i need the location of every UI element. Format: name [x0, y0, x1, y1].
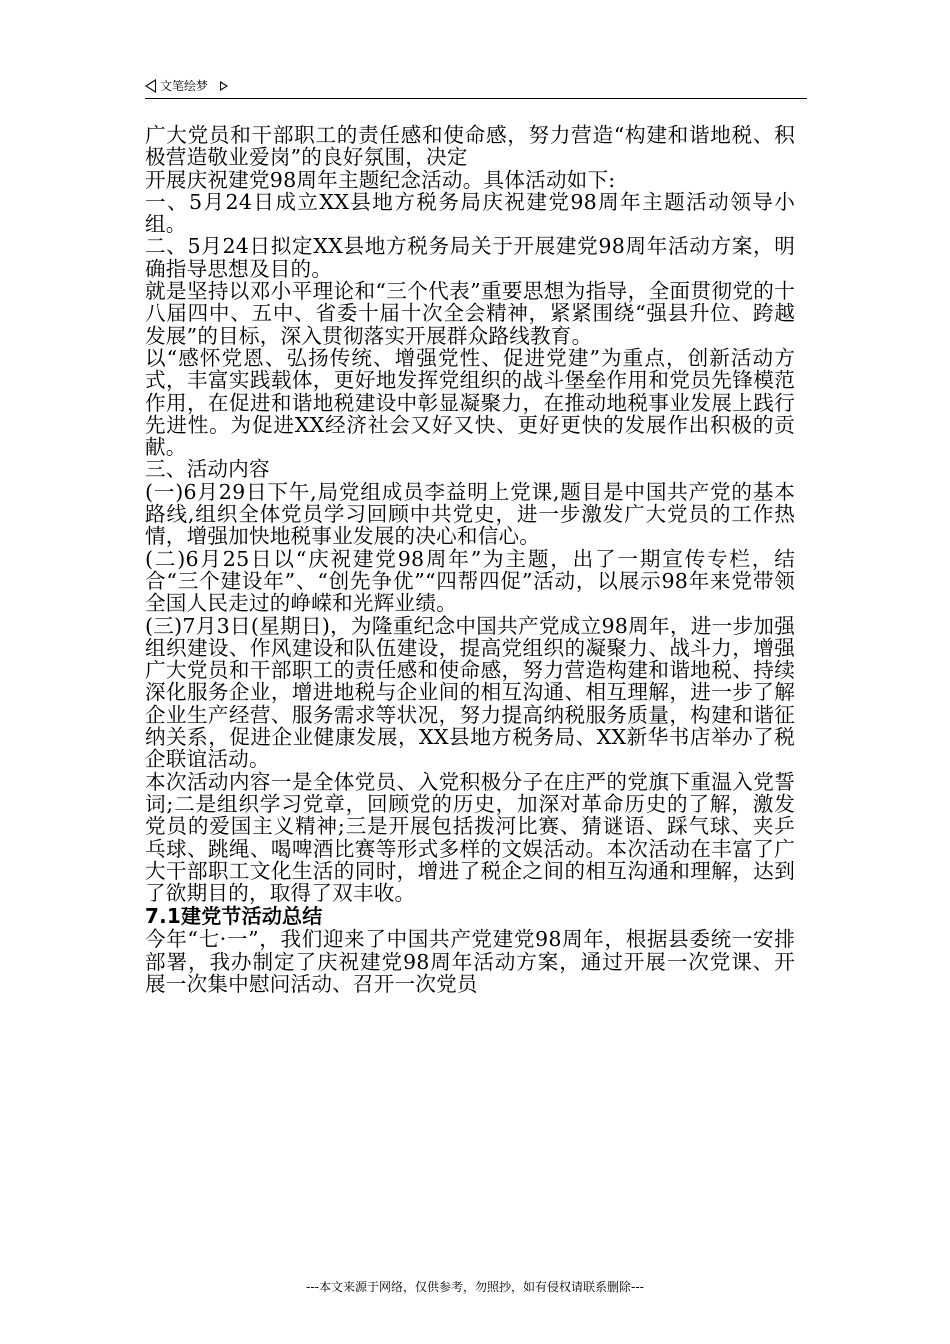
paragraph: (二)6月25日以“庆祝建党98周年”为主题，出了一期宣传专栏，结合“三个建设年”、“创先争优”“四帮四促”活动，以展示98年来党带领全国人民走过的峥嵘和光辉业绩。: [145, 546, 795, 616]
section-heading: 7.1建党节活动总结: [145, 904, 323, 929]
section-title: 三、活动内容: [145, 457, 270, 482]
paragraph: 开展庆祝建党98周年主题纪念活动。具体活动如下:: [145, 167, 616, 192]
page-header: [145, 74, 807, 99]
paragraph: (三)7月3日(星期日)，为隆重纪念中国共产党成立98周年，进一步加强组织建设、作风建设和队伍建设，提高党组织的凝聚力、战斗力，增强广大党员和干部职工的责任感和使命感，努力营造构建和谐地税、持续深化服务企业，增进地税与企业间的相互沟通、相互理解，进一步了解企业生产经营、服务需求等状况，努力提高纳税服务质量，构建和谐征纳关系，促进企业健康发展，XX县地方税务局、XX新华书店举办了税企联谊活动。: [145, 613, 795, 772]
paragraph: 本次活动内容一是全体党员、入党积极分子在庄严的党旗下重温入党誓词;二是组织学习党章，回顾党的历史，加深对革命历史的了解，激发党员的爱国主义精神;三是开展包括拨河比赛、猜谜语、踩气球、夹乒乓球、跳绳、喝啤酒比赛等形式多样的文娱活动。本次活动在丰富了广大干部职工文化生活的同时，增进了税企之间的相互沟通和理解，达到了欲期目的，取得了双丰收。: [145, 769, 795, 906]
paragraph: 今年“七·一”，我们迎来了中国共产党建党98周年，根据县委统一安排部署，我办制定了庆祝建党98周年活动方案，通过开展一次党课、开展一次集中慰问活动、召开一次党员: [145, 927, 795, 996]
page-footer: ---本文来源于网络，仅供参考，勿照抄，如有侵权请联系删除---: [306, 1280, 644, 1294]
paragraph: 就是坚持以邓小平理论和“三个代表”重要思想为指导，全面贯彻党的十八届四中、五中、省委十届十次全会精神，紧紧围绕“强县升位、跨越发展”的目标，深入贯彻落实开展群众路线教育。: [145, 279, 795, 348]
document-body: [145, 124, 795, 995]
paragraph: 一、5月24日成立XX县地方税务局庆祝建党98周年主题活动领导小组。: [145, 189, 795, 237]
paragraph: 广大党员和干部职工的责任感和使命感，努力营造“构建和谐地税、积极营造敬业爱岗”的良好氛围，决定: [145, 123, 795, 170]
brand-label: 文笔绘梦: [160, 79, 209, 93]
paragraph: (一)6月29日下午,局党组成员李益明上党课,题目是中国共产党的基本路线,组织全体党员学习回顾中共党史，进一步激发广大党员的工作热情，增强加快地税事业发展的决心和信心。: [145, 479, 795, 549]
triangle-right-icon: [220, 81, 228, 91]
paragraph: 以“感怀党恩、弘扬传统、增强党性、促进党建”为重点，创新活动方式，丰富实践载体，更好地发挥党组织的战斗堡垒作用和党员先锋模范作用，在促进和谐地税建设中彰显凝聚力，在推动地税事业发展上践行先进性。为促进XX经济社会又好又快、更好更快的发展作出积极的贡献。: [145, 345, 795, 460]
paragraph: 二、5月24日拟定XX县地方税务局关于开展建党98周年活动方案，明确指导思想及目的。: [145, 234, 795, 281]
triangle-left-icon: [145, 79, 156, 93]
header-brand: [145, 77, 228, 94]
